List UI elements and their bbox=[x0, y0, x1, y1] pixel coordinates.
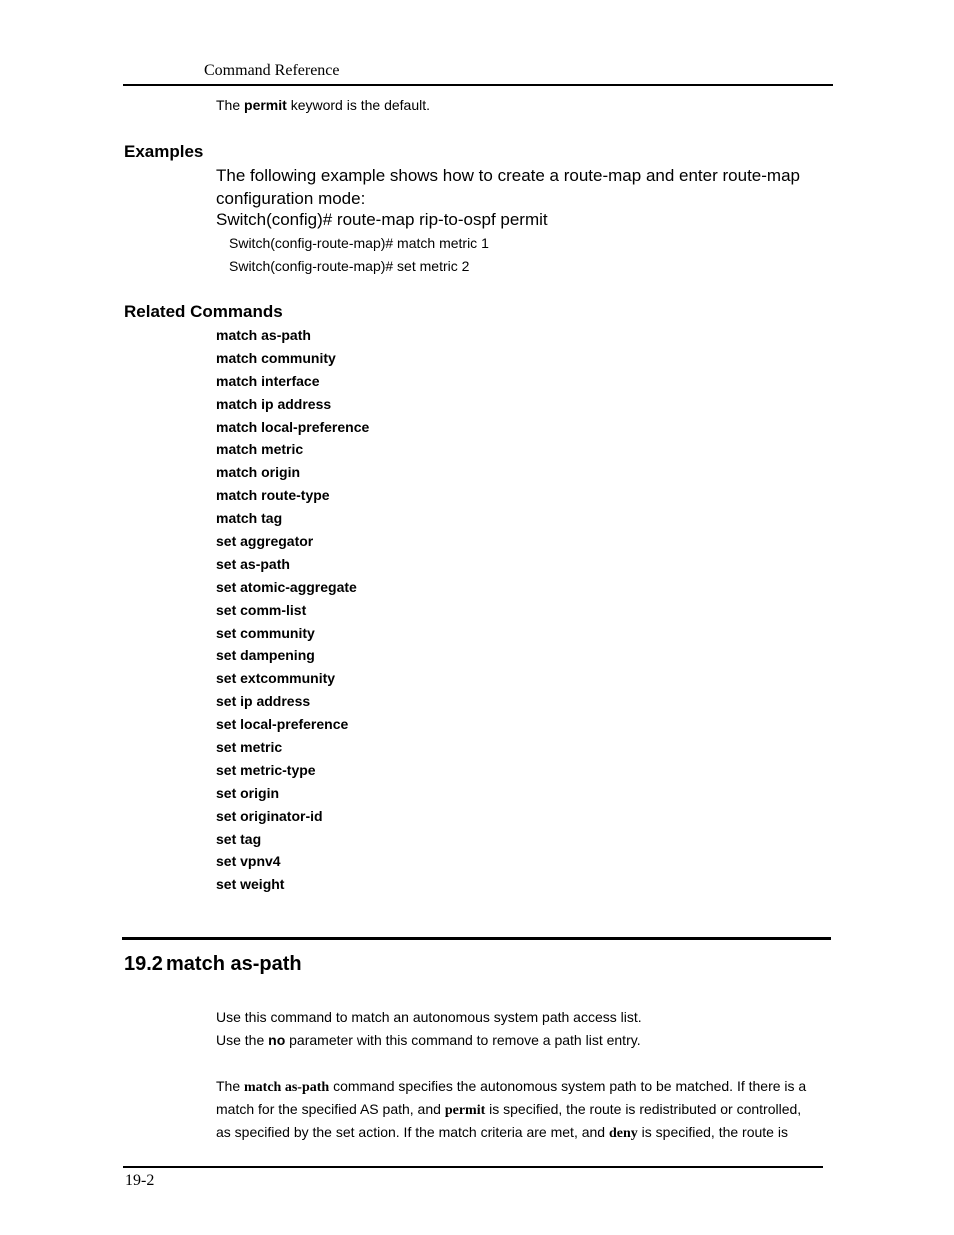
footer-rule bbox=[123, 1166, 823, 1168]
example-command: Switch(config)# route-map rip-to-ospf permit bbox=[216, 210, 548, 229]
description-line: Use this command to match an autonomous system path access list. bbox=[216, 1009, 642, 1025]
example-command: Switch(config-route-map)# set metric 2 bbox=[229, 258, 470, 274]
related-commands-list bbox=[216, 324, 369, 896]
note-text: The bbox=[216, 97, 245, 113]
related-command-item: set metric bbox=[216, 739, 283, 756]
related-command-item: set as-path bbox=[216, 555, 290, 572]
description-text: as specified by the set action. If the match criteria are met, and bbox=[216, 1124, 609, 1140]
related-command-item: set vpnv4 bbox=[216, 853, 281, 870]
deny-keyword: deny bbox=[608, 1126, 638, 1141]
related-command-item: set atomic-aggregate bbox=[216, 578, 357, 595]
description-text: The bbox=[216, 1078, 245, 1094]
description-text: is specified, the route is bbox=[637, 1124, 788, 1140]
related-commands-heading: Related Commands bbox=[124, 302, 283, 321]
related-command-item: match route-type bbox=[216, 487, 330, 504]
related-command-item: set origin bbox=[216, 784, 280, 801]
related-command-item: set comm-list bbox=[216, 601, 307, 618]
related-command-item: set originator-id bbox=[216, 807, 323, 824]
running-header: Command Reference bbox=[204, 62, 340, 79]
related-command-item: set dampening bbox=[216, 647, 315, 664]
related-command-item: set extcommunity bbox=[216, 670, 336, 687]
section-number: 19.2 bbox=[124, 953, 163, 975]
related-command-item: match community bbox=[216, 349, 336, 366]
description-text: is specified, the route is redistributed or controlled, bbox=[485, 1101, 802, 1117]
note-text: keyword is the default. bbox=[286, 97, 430, 113]
related-command-item: set tag bbox=[216, 830, 262, 847]
related-command-item: set weight bbox=[216, 876, 285, 893]
related-command-item: set metric-type bbox=[216, 761, 316, 778]
related-command-item: match origin bbox=[216, 464, 301, 481]
permit-default-note bbox=[216, 97, 430, 113]
related-command-item: match ip address bbox=[216, 395, 332, 412]
related-command-item: match as-path bbox=[216, 327, 311, 343]
permit-keyword: permit bbox=[444, 1103, 486, 1118]
description-line bbox=[216, 1101, 801, 1119]
description-text: match for the specified AS path, and bbox=[216, 1101, 445, 1117]
section-heading bbox=[124, 953, 302, 976]
description-text: parameter with this command to remove a path list entry. bbox=[285, 1032, 641, 1048]
related-command-item: set community bbox=[216, 624, 315, 641]
header-rule bbox=[123, 84, 833, 86]
section-rule bbox=[122, 937, 831, 940]
related-command-item: set aggregator bbox=[216, 533, 314, 550]
section-title: match as-path bbox=[166, 953, 302, 975]
related-command-item: set ip address bbox=[216, 693, 311, 710]
description-text: command specifies the autonomous system path to be matched. If there is a bbox=[329, 1078, 807, 1094]
match-as-path-keyword: match as-path bbox=[244, 1080, 330, 1095]
example-command: Switch(config-route-map)# match metric 1 bbox=[229, 235, 489, 251]
description-line bbox=[216, 1032, 641, 1048]
description-text: Use the bbox=[216, 1032, 269, 1048]
permit-keyword: permit bbox=[244, 97, 287, 113]
related-command-item: match metric bbox=[216, 441, 304, 458]
related-command-item: match interface bbox=[216, 372, 320, 389]
page-number: 19-2 bbox=[125, 1172, 155, 1189]
description-line bbox=[216, 1078, 806, 1096]
description-line bbox=[216, 1124, 788, 1142]
related-command-item: match tag bbox=[216, 510, 283, 527]
examples-heading: Examples bbox=[124, 142, 204, 161]
examples-intro: The following example shows how to create a route-map and enter route-map configuration mode: bbox=[216, 166, 800, 208]
no-keyword: no bbox=[268, 1032, 286, 1048]
related-command-item: set local-preference bbox=[216, 716, 349, 733]
related-command-item: match local-preference bbox=[216, 418, 370, 435]
